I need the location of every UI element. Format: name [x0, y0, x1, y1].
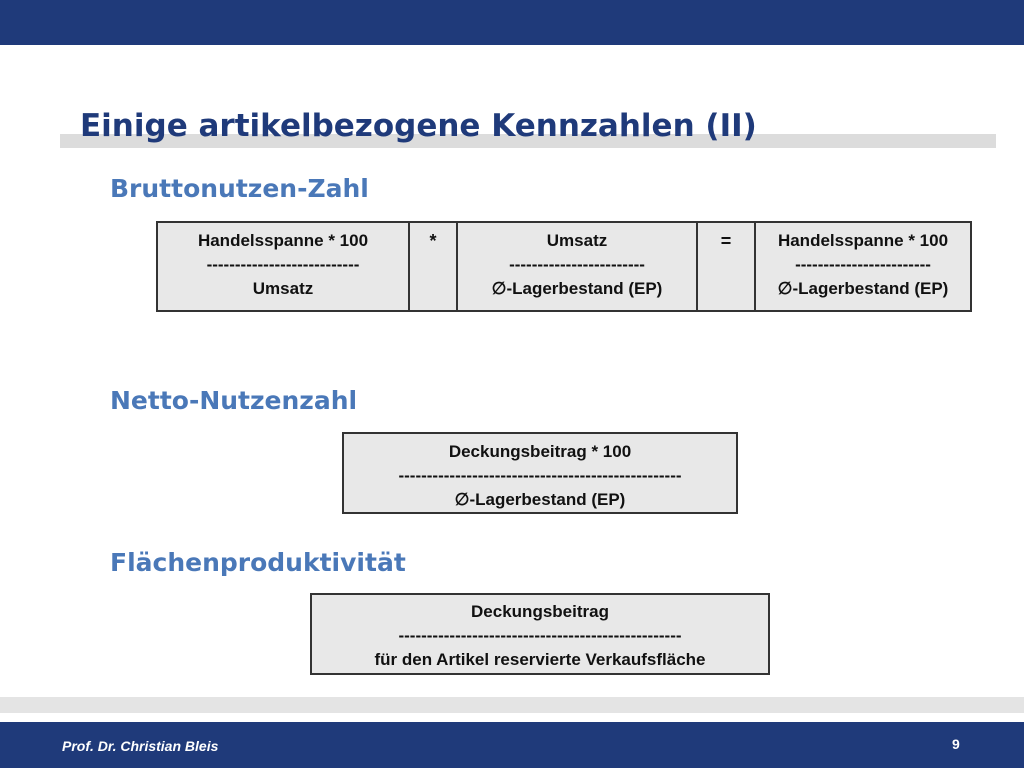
- formula-line: Handelsspanne * 100: [777, 231, 949, 250]
- brutto-cell-3: [755, 223, 970, 310]
- section-heading-netto: Netto-Nutzenzahl: [110, 386, 358, 415]
- brutto-formula-table: [158, 223, 970, 310]
- formula-line: ∅-Lagerbestand (EP): [777, 279, 949, 298]
- fraction-divider: ------------------------: [509, 255, 645, 274]
- section-heading-brutto: Bruttonutzen-Zahl: [110, 174, 369, 203]
- brutto-formula-box: [156, 221, 972, 312]
- formula-line: Handelsspanne * 100: [197, 231, 369, 250]
- formula-line: Deckungsbeitrag * 100: [448, 442, 632, 461]
- formula-line: ∅-Lagerbestand (EP): [491, 279, 663, 298]
- formula-line: ∅-Lagerbestand (EP): [454, 490, 626, 509]
- formula-line: Umsatz: [252, 279, 314, 298]
- bottom-strip: [0, 697, 1024, 713]
- fraction-divider: ------------------------: [795, 255, 931, 274]
- header-bar: [0, 0, 1024, 45]
- footer-author: Prof. Dr. Christian Bleis: [62, 738, 219, 754]
- page-number: 9: [952, 736, 960, 752]
- brutto-operator-multiply: *: [409, 223, 457, 310]
- fraction-divider: --------------------------------------------------: [398, 626, 682, 645]
- fraction-divider: --------------------------------------------------: [398, 466, 682, 485]
- fraction-divider: ---------------------------: [206, 255, 360, 274]
- brutto-cell-2: [457, 223, 697, 310]
- slide-title: Einige artikelbezogene Kennzahlen (II): [80, 108, 757, 144]
- netto-formula-box: [342, 432, 738, 514]
- brutto-operator-equals: =: [697, 223, 755, 310]
- section-heading-flaechen: Flächenproduktivität: [110, 548, 406, 577]
- formula-line: für den Artikel reservierte Verkaufsfläche: [374, 650, 706, 669]
- brutto-cell-1: [158, 223, 409, 310]
- formula-line: Umsatz: [546, 231, 608, 250]
- flaechen-formula-box: [310, 593, 770, 675]
- formula-line: Deckungsbeitrag: [471, 602, 609, 621]
